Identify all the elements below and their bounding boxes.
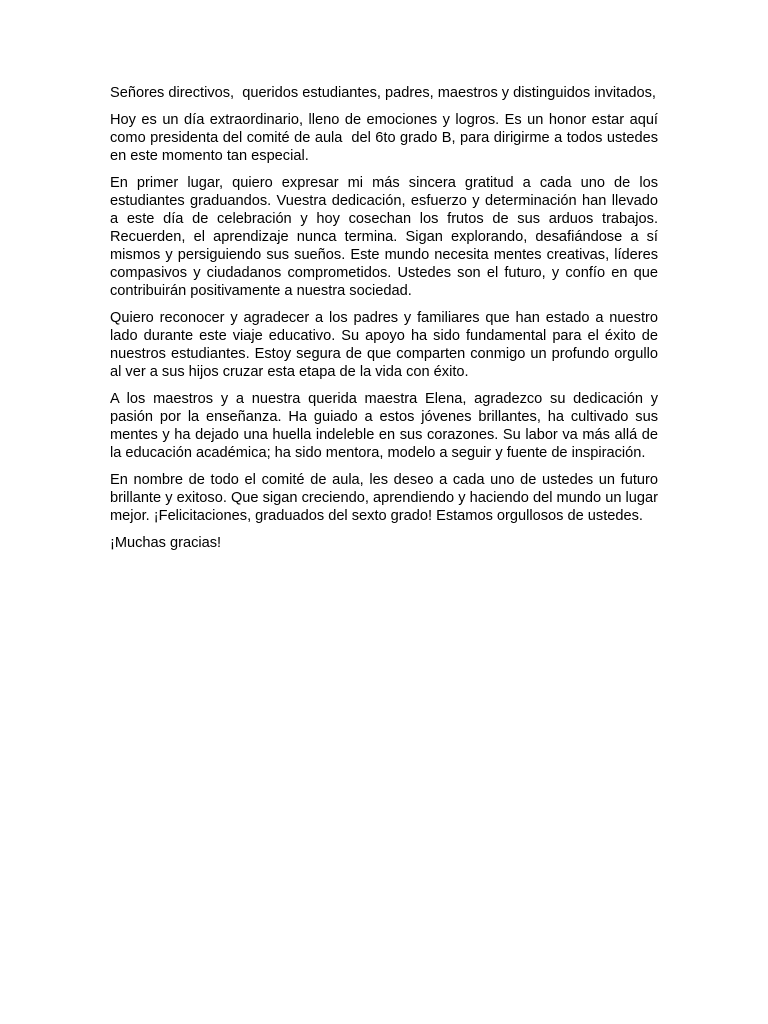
greeting-paragraph: Señores directivos, queridos estudiantes, padres, maestros y distinguidos invitados, (110, 85, 656, 101)
speech-body (110, 84, 663, 561)
closing-line: ¡Muchas gracias! (110, 535, 222, 551)
paragraph-teachers: A los maestros y a nuestra querida maestra Elena, agradezco su dedicación y pasión por la enseñanza. Ha guiado a estos jóvenes brillantes, ha cultivado sus mentes y ha dejado una huella indeleble en sus corazones. Su labor va más allá de la educación académica; ha sido mentora, modelo a seguir y fuente de inspiración. (110, 391, 663, 461)
paragraph-introduction: Hoy es un día extraordinario, lleno de emociones y logros. Es un honor estar aquí como presidenta del comité de aula del 6to grado B, para dirigirme a todos ustedes en este momento tan especial. (110, 112, 663, 164)
paragraph-parents: Quiero reconocer y agradecer a los padres y familiares que han estado a nuestro lado durante este viaje educativo. Su apoyo ha sido fundamental para el éxito de nuestros estudiantes. Estoy segura de que comparten conmigo un profundo orgullo al ver a sus hijos cruzar esta etapa de la vida con éxito. (110, 310, 663, 380)
paragraph-wishes: En nombre de todo el comité de aula, les deseo a cada uno de ustedes un futuro brillante y exitoso. Que sigan creciendo, aprendiendo y haciendo del mundo un lugar mejor. ¡Felicitaciones, graduados del sexto grado! Estamos orgullosos de ustedes. (110, 472, 663, 524)
paragraph-students: En primer lugar, quiero expresar mi más sincera gratitud a cada uno de los estudiantes graduandos. Vuestra dedicación, esfuerzo y determinación han llevado a este día de celebración y hoy cosechan los frutos de sus arduos trabajos. Recuerden, el aprendizaje nunca termina. Sigan explorando, desafiándose a sí mismos y persiguiendo sus sueños. Este mundo necesita mentes creativas, líderes compasivos y ciudadanos comprometidos. Ustedes son el futuro, y confío en que contribuirán positivamente a nuestra sociedad. (110, 175, 663, 299)
